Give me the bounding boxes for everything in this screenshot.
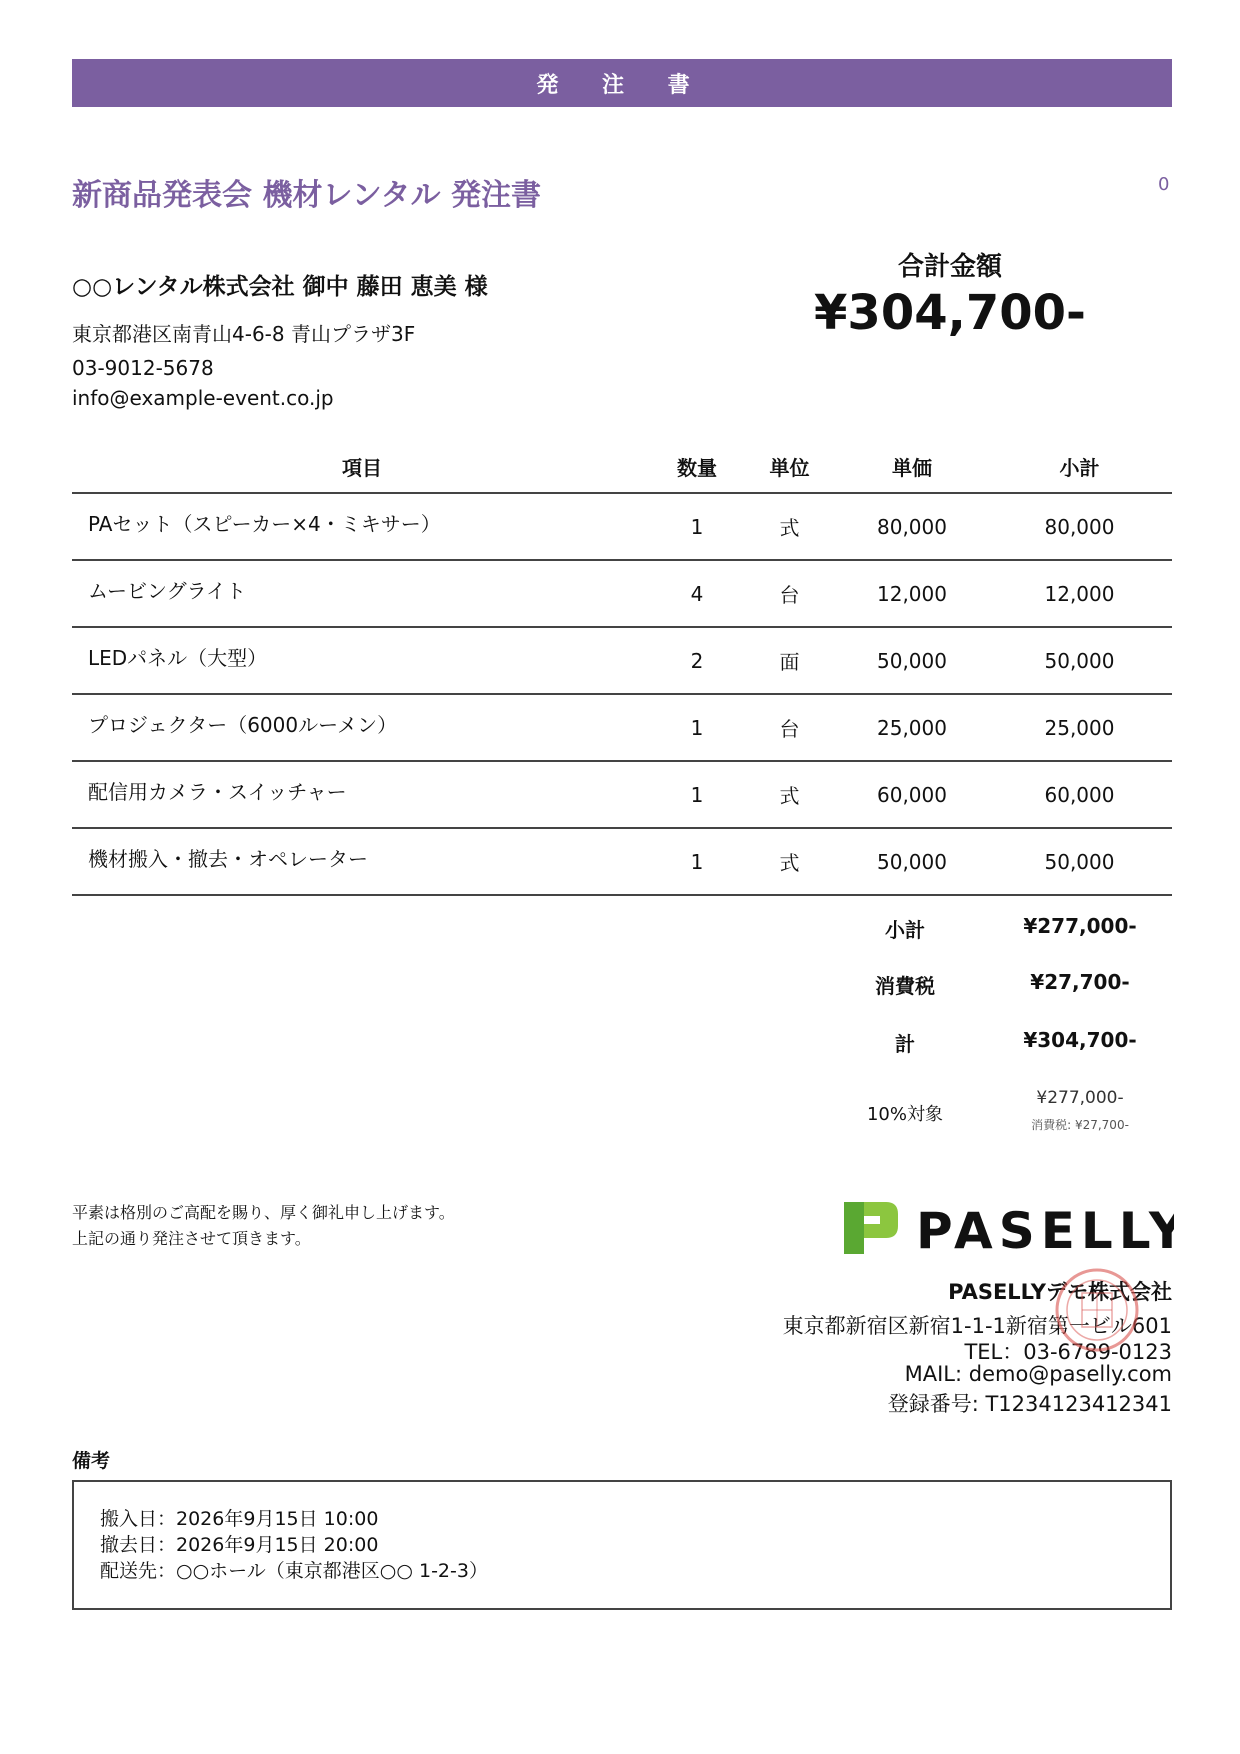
company-registration: 登録番号: T1234123412341 xyxy=(887,1392,1172,1416)
row-qty: 1 xyxy=(652,493,742,560)
paselly-logo-icon xyxy=(840,1196,1174,1260)
company-seal xyxy=(1052,1265,1142,1359)
row-price: 50,000 xyxy=(837,828,987,895)
greeting-line-2: 上記の通り発注させて頂きます。 xyxy=(72,1229,311,1248)
summary-total-value: ¥304,700- xyxy=(1023,1028,1137,1052)
page-number: 0 xyxy=(1158,174,1170,195)
row-unit: 面 xyxy=(742,627,837,694)
row-unit: 式 xyxy=(742,828,837,895)
header-qty: 数量 xyxy=(652,440,742,493)
logo-wordmark: PASELLY xyxy=(916,1202,1174,1260)
tax-rate-label: 10%対象 xyxy=(866,1104,943,1125)
row-subtotal: 50,000 xyxy=(987,627,1172,694)
table-row xyxy=(72,627,1172,694)
row-qty: 2 xyxy=(652,627,742,694)
row-subtotal: 80,000 xyxy=(987,493,1172,560)
row-item: 配信用カメラ・スイッチャー xyxy=(72,761,652,828)
note-line: 撤去日：2026年9月15日 20:00 xyxy=(100,1534,379,1556)
summary-subtotal-label: 小計 xyxy=(885,918,925,942)
note-line: 搬入日：2026年9月15日 10:00 xyxy=(100,1508,379,1530)
table-row xyxy=(72,493,1172,560)
company-tel: TEL：03-6789-0123 xyxy=(964,1340,1172,1364)
summary-subtotal-value: ¥277,000- xyxy=(1023,914,1137,938)
table-row xyxy=(72,828,1172,895)
row-item: プロジェクター（6000ルーメン） xyxy=(72,694,652,761)
table-row xyxy=(72,694,1172,761)
row-unit: 台 xyxy=(742,560,837,627)
company-logo xyxy=(840,1196,1174,1264)
company-name: PASELLYデモ株式会社 xyxy=(948,1280,1172,1304)
row-item: ムービングライト xyxy=(72,560,652,627)
row-subtotal: 50,000 xyxy=(987,828,1172,895)
row-price: 25,000 xyxy=(837,694,987,761)
notes-box xyxy=(72,1480,1172,1610)
total-amount-label: 合計金額 xyxy=(897,252,1002,282)
row-subtotal: 60,000 xyxy=(987,761,1172,828)
summary-total-label: 計 xyxy=(895,1032,915,1056)
row-qty: 4 xyxy=(652,560,742,627)
row-price: 80,000 xyxy=(837,493,987,560)
recipient-phone: 03-9012-5678 xyxy=(72,356,214,380)
table-header-row xyxy=(72,440,1172,493)
header-unit: 単位 xyxy=(742,440,837,493)
document-type-label: 発 注 書 xyxy=(536,72,708,98)
row-item: PAセット（スピーカー×4・ミキサー） xyxy=(72,493,652,560)
recipient-name: ○○レンタル株式会社 御中 藤田 恵美 様 xyxy=(72,274,488,300)
row-qty: 1 xyxy=(652,694,742,761)
row-price: 60,000 xyxy=(837,761,987,828)
row-price: 50,000 xyxy=(837,627,987,694)
row-subtotal: 25,000 xyxy=(987,694,1172,761)
summary-tax-value: ¥27,700- xyxy=(1030,970,1130,994)
recipient-email: info@example-event.co.jp xyxy=(72,386,334,410)
document-title: 新商品発表会 機材レンタル 発注書 xyxy=(72,178,541,213)
header-price: 単価 xyxy=(837,440,987,493)
company-mail: MAIL: demo@paselly.com xyxy=(904,1362,1172,1386)
row-unit: 式 xyxy=(742,761,837,828)
row-subtotal: 12,000 xyxy=(987,560,1172,627)
header-item: 項目 xyxy=(72,440,652,493)
row-item: 機材搬入・撤去・オペレーター xyxy=(72,828,652,895)
tax-detail: 消費税: ¥27,700- xyxy=(1031,1118,1129,1132)
row-item: LEDパネル（大型） xyxy=(72,627,652,694)
row-qty: 1 xyxy=(652,761,742,828)
items-table xyxy=(72,440,1172,896)
document-header-bar xyxy=(72,59,1172,107)
row-unit: 台 xyxy=(742,694,837,761)
header-subtotal: 小計 xyxy=(987,440,1172,493)
notes-heading: 備考 xyxy=(72,1450,111,1472)
greeting-line-1: 平素は格別のご高配を賜り、厚く御礼申し上げます。 xyxy=(72,1203,455,1222)
table-row xyxy=(72,761,1172,828)
tax-base-amount: ¥277,000- xyxy=(1036,1088,1124,1108)
table-row xyxy=(72,560,1172,627)
seal-stamp-icon xyxy=(1052,1265,1142,1355)
company-address: 東京都新宿区新宿1-1-1新宿第一ビル601 xyxy=(782,1314,1172,1338)
row-qty: 1 xyxy=(652,828,742,895)
recipient-address: 東京都港区南青山4-6-8 青山プラザ3F xyxy=(72,322,416,346)
row-price: 12,000 xyxy=(837,560,987,627)
total-amount-value: ¥304,700- xyxy=(814,285,1086,341)
row-unit: 式 xyxy=(742,493,837,560)
note-line: 配送先：○○ホール（東京都港区○○ 1-2-3） xyxy=(100,1560,488,1582)
summary-tax-label: 消費税 xyxy=(875,974,935,998)
